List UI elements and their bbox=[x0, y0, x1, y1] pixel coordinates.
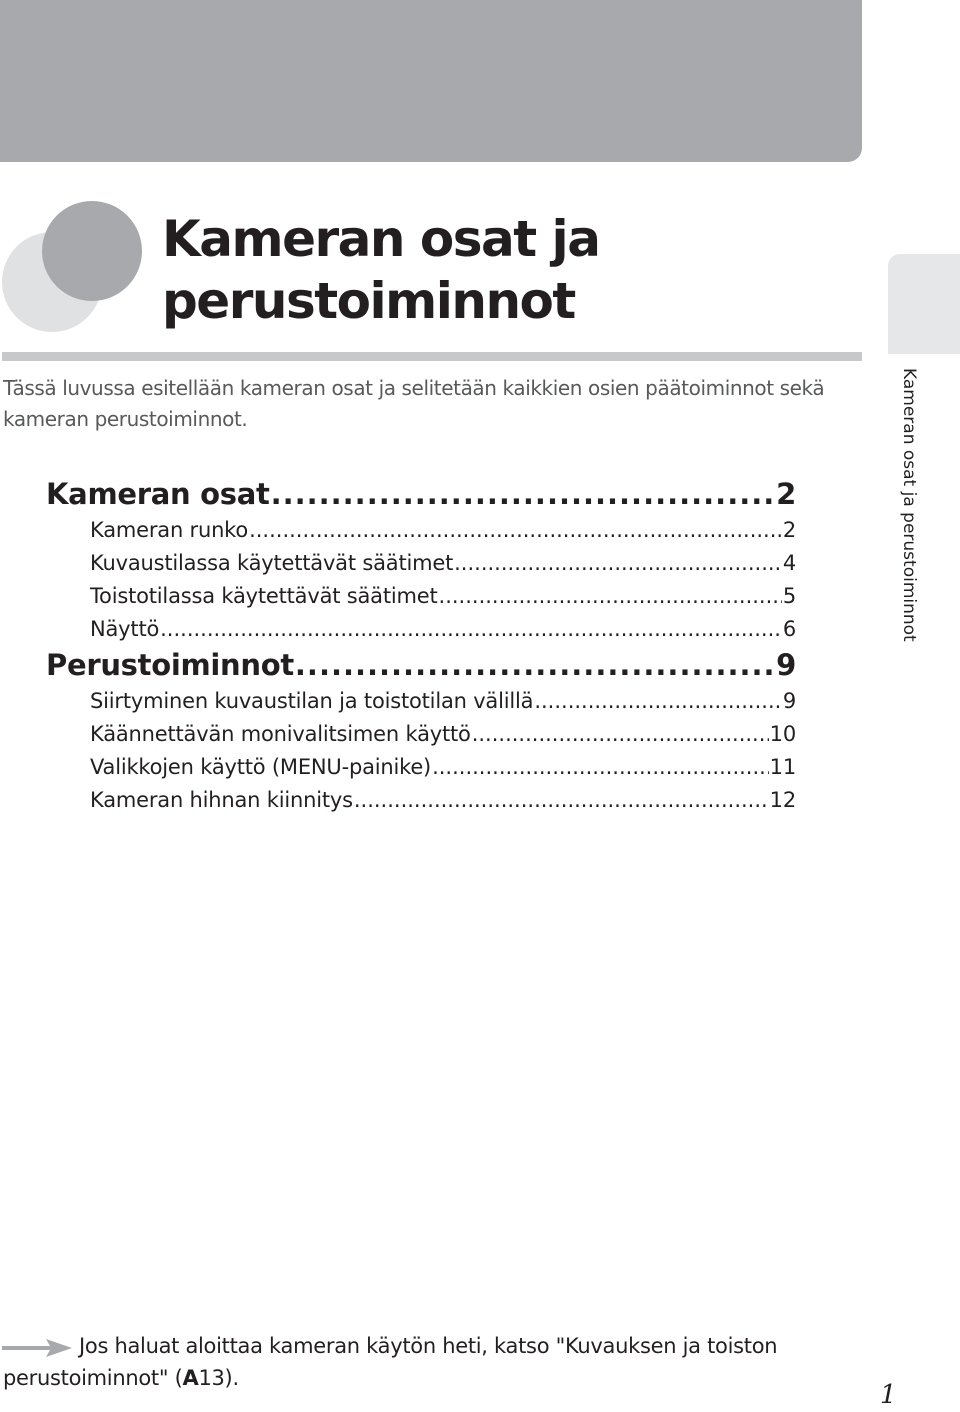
toc-leader bbox=[534, 685, 782, 718]
toc-item-page: 10 bbox=[769, 722, 796, 746]
toc-item[interactable] bbox=[46, 718, 796, 751]
toc-item-title: Kameran hihnan kiinnitys bbox=[90, 788, 353, 812]
toc-item[interactable] bbox=[46, 580, 796, 613]
toc-leader bbox=[249, 514, 782, 547]
toc-item-page: 4 bbox=[782, 551, 796, 575]
page-number: 1 bbox=[880, 1380, 897, 1410]
toc-item-page: 6 bbox=[782, 617, 796, 641]
quick-start-note bbox=[3, 1330, 803, 1394]
header-band bbox=[0, 0, 862, 162]
toc-section[interactable] bbox=[46, 646, 796, 685]
toc-item-title: Valikkojen käyttö (MENU-painike) bbox=[90, 755, 432, 779]
toc-leader bbox=[160, 613, 782, 646]
chapter-title-line2: perustoiminnot bbox=[162, 272, 575, 330]
quick-start-note-text: Jos haluat aloittaa kameran käytön heti, katso "Kuvauksen ja toiston perustoiminnot" ( bbox=[3, 1334, 778, 1390]
toc-item-title: Kameran runko bbox=[90, 518, 249, 542]
toc-section-page: 2 bbox=[776, 477, 796, 511]
toc-section-page: 9 bbox=[776, 648, 796, 682]
toc-item-title: Käännettävän monivalitsimen käyttö bbox=[90, 722, 471, 746]
toc-leader bbox=[354, 784, 769, 817]
toc-section-title: Kameran osat bbox=[46, 477, 270, 511]
chapter-side-tab bbox=[888, 254, 960, 354]
table-of-contents bbox=[46, 475, 796, 817]
toc-item-title: Näyttö bbox=[90, 617, 160, 641]
toc-item-page: 5 bbox=[782, 584, 796, 608]
chapter-title bbox=[162, 208, 599, 332]
title-divider bbox=[2, 352, 862, 361]
toc-leader bbox=[271, 475, 776, 514]
toc-item[interactable] bbox=[46, 784, 796, 817]
toc-item[interactable] bbox=[46, 547, 796, 580]
toc-leader bbox=[472, 718, 769, 751]
quick-start-note-page: 13). bbox=[198, 1366, 239, 1390]
toc-leader bbox=[439, 580, 782, 613]
toc-item-page: 2 bbox=[782, 518, 796, 542]
toc-section-title: Perustoiminnot bbox=[46, 648, 294, 682]
toc-item-title: Kuvaustilassa käytettävät säätimet bbox=[90, 551, 454, 575]
decorative-circle-dark bbox=[42, 201, 142, 301]
chapter-intro: Tässä luvussa esitellään kameran osat ja selitetään kaikkien osien päätoiminnot sekä kameran perustoiminnot. bbox=[3, 376, 825, 431]
toc-leader bbox=[454, 547, 782, 580]
toc-item-title: Toistotilassa käytettävät säätimet bbox=[90, 584, 438, 608]
toc-item[interactable] bbox=[46, 751, 796, 784]
toc-leader bbox=[432, 751, 769, 784]
toc-item[interactable] bbox=[46, 685, 796, 718]
toc-section[interactable] bbox=[46, 475, 796, 514]
toc-item[interactable] bbox=[46, 514, 796, 547]
toc-item[interactable] bbox=[46, 613, 796, 646]
toc-item-title: Siirtyminen kuvaustilan ja toistotilan välillä bbox=[90, 689, 534, 713]
toc-item-page: 11 bbox=[769, 755, 796, 779]
toc-item-page: 12 bbox=[769, 788, 796, 812]
book-reference-icon: A bbox=[182, 1366, 199, 1390]
chapter-side-label: Kameran osat ja perustoiminnot bbox=[899, 368, 919, 642]
chapter-title-line1: Kameran osat ja bbox=[162, 210, 600, 268]
toc-leader bbox=[295, 646, 775, 685]
toc-item-page: 9 bbox=[782, 689, 796, 713]
